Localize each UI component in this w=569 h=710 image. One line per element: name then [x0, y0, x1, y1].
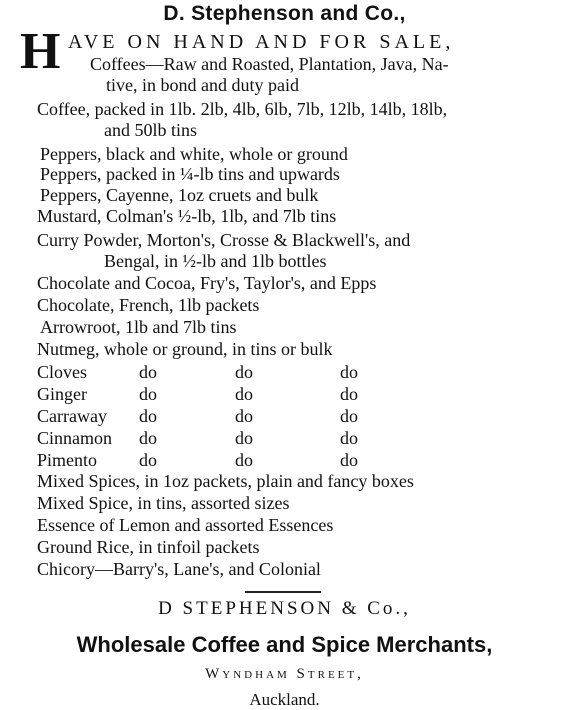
ditto-mark: do	[235, 428, 253, 448]
merchant-street: Wyndham Street,	[205, 666, 364, 682]
ditto-mark: do	[235, 450, 253, 470]
spice-name: Pimento	[37, 450, 98, 470]
spice-name: Cinnamon	[37, 428, 112, 448]
item-line: Peppers, packed in ¼-lb tins and upwards	[40, 164, 340, 184]
ditto-mark: do	[139, 406, 157, 426]
ditto-mark: do	[139, 428, 157, 448]
item-line: Ground Rice, in tinfoil packets	[37, 537, 260, 557]
coffees-line-2: tive, in bond and duty paid	[106, 75, 299, 95]
item-line: Essence of Lemon and assorted Essences	[37, 515, 334, 535]
item-line: Chicory—Barry's, Lane's, and Colonial	[37, 559, 321, 579]
ditto-mark: do	[235, 362, 253, 382]
item-line: Chocolate and Cocoa, Fry's, Taylor's, and Epps	[37, 273, 377, 293]
ditto-mark: do	[235, 406, 253, 426]
ditto-mark: do	[340, 428, 358, 448]
advertisement-title: D. Stephenson and Co.,	[163, 2, 406, 25]
item-line: Mixed Spice, in tins, assorted sizes	[37, 493, 290, 513]
item-line: and 50lb tins	[104, 120, 197, 140]
item-line: Nutmeg, whole or ground, in tins or bulk	[37, 339, 333, 359]
spice-name: Cloves	[37, 362, 88, 382]
coffees-line-1: Coffees—Raw and Roasted, Plantation, Java, Na-	[90, 54, 449, 74]
item-line: Chocolate, French, 1lb packets	[37, 295, 260, 315]
ditto-mark: do	[340, 384, 358, 404]
ditto-mark: do	[340, 362, 358, 382]
lead-line: AVE ON HAND AND FOR SALE,	[68, 31, 455, 53]
item-line: Mixed Spices, in 1oz packets, plain and fancy boxes	[37, 471, 414, 491]
item-line: Coffee, packed in 1lb. 2lb, 4lb, 6lb, 7lb, 12lb, 14lb, 18lb,	[37, 99, 448, 119]
merchant-tagline: Wholesale Coffee and Spice Merchants,	[76, 632, 493, 657]
ditto-mark: do	[139, 450, 157, 470]
spice-name: Carraway	[37, 406, 107, 426]
item-line: Curry Powder, Morton's, Crosse & Blackwell's, and	[37, 230, 411, 250]
ditto-mark: do	[340, 406, 358, 426]
item-line: Peppers, Cayenne, 1oz cruets and bulk	[40, 185, 319, 205]
merchant-name: D STEPHENSON & Co.,	[158, 598, 411, 619]
ditto-mark: do	[235, 384, 253, 404]
item-line: Arrowroot, 1lb and 7lb tins	[40, 317, 237, 337]
divider-rule	[245, 591, 321, 593]
merchant-city: Auckland.	[249, 690, 320, 709]
ditto-mark: do	[139, 384, 157, 404]
ditto-mark: do	[139, 362, 157, 382]
item-line: Bengal, in ½-lb and 1lb bottles	[104, 251, 327, 271]
spice-name: Ginger	[37, 384, 87, 404]
item-line: Peppers, black and white, whole or ground	[40, 144, 348, 164]
ditto-mark: do	[340, 450, 358, 470]
drop-cap: H	[20, 23, 61, 80]
item-line: Mustard, Colman's ½-lb, 1lb, and 7lb tins	[37, 206, 337, 226]
